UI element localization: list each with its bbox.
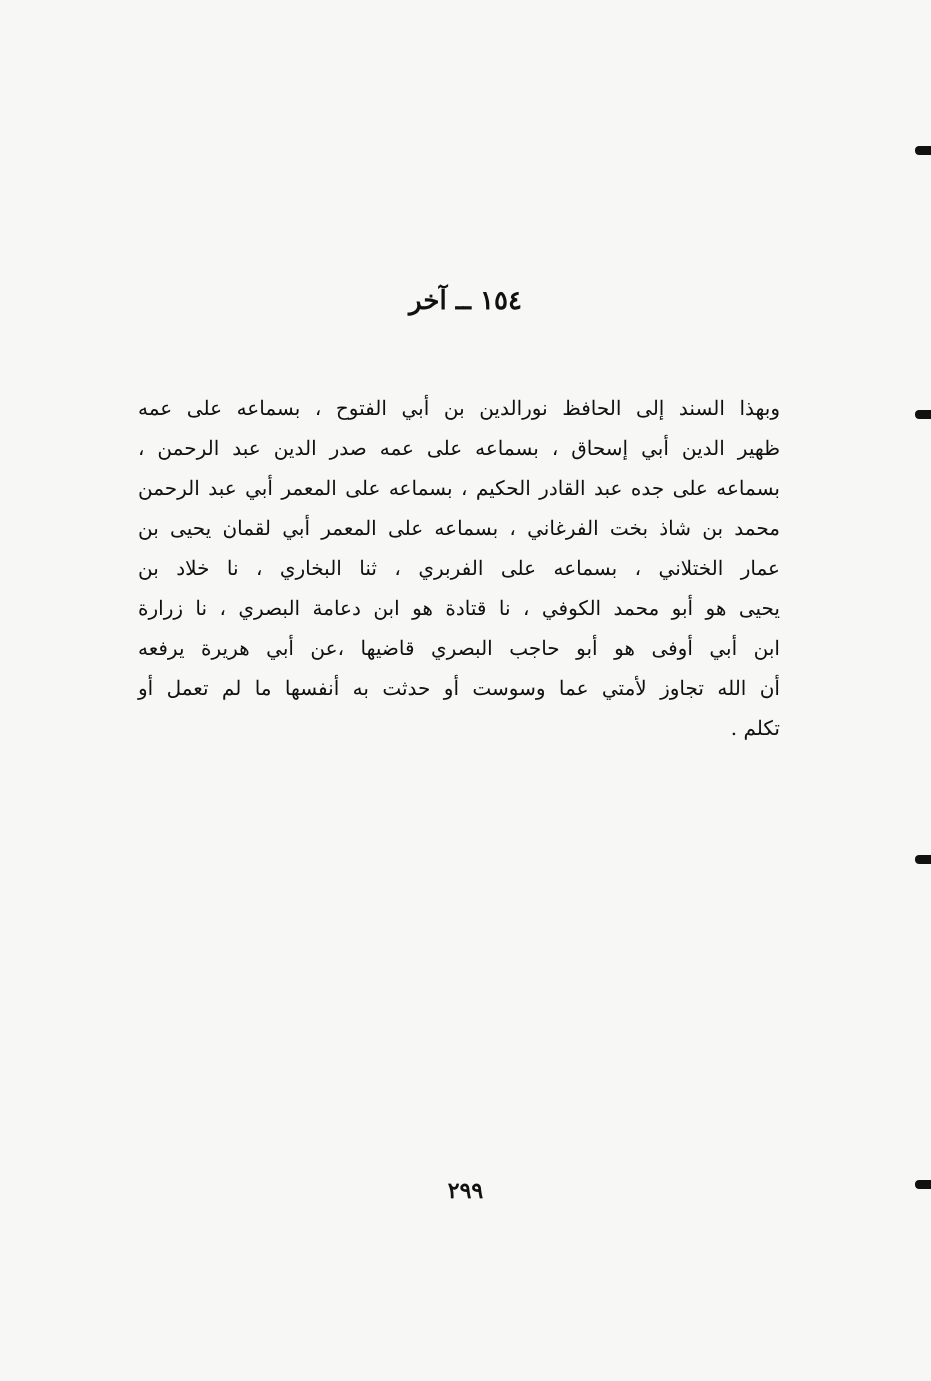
text-line: بسماعه على جده عبد القادر الحكيم ، بسماعه على المعمر أبي عبد الرحمن bbox=[138, 476, 780, 500]
text-line: محمد بن شاذ بخت الفرغاني ، بسماعه على المعمر أبي لقمان يحيى بن bbox=[138, 516, 780, 540]
hadith-heading: ١٥٤ ــ آخر bbox=[409, 286, 522, 316]
text-line: تكلم . bbox=[730, 716, 780, 740]
text-line: ابن أبي أوفى هو أبو حاجب البصري قاضيها ،عن أبي هريرة يرفعه bbox=[138, 636, 780, 660]
text-line: عمار الختلاني ، بسماعه على الفربري ، ثنا البخاري ، نا خلاد بن bbox=[138, 556, 780, 580]
text-line: وبهذا السند إلى الحافظ نورالدين بن أبي الفتوح ، بسماعه على عمه bbox=[138, 396, 781, 420]
scan-edge-mark bbox=[915, 146, 931, 155]
text-line: ظهير الدين أبي إسحاق ، بسماعه على عمه صدر الدين عبد الرحمن ، bbox=[138, 436, 780, 460]
hadith-text bbox=[138, 388, 780, 748]
scan-edge-mark bbox=[915, 1180, 931, 1189]
text-line: أن الله تجاوز لأمتي عما وسوست أو حدثت به أنفسها ما لم تعمل أو bbox=[138, 676, 780, 700]
text-line: يحيى هو أبو محمد الكوفي ، نا قتادة هو ابن دعامة البصري ، نا زرارة bbox=[138, 596, 780, 620]
scan-edge-mark bbox=[915, 855, 931, 864]
scan-edge-mark bbox=[915, 410, 931, 419]
page-number: ٢٩٩ bbox=[447, 1178, 484, 1204]
